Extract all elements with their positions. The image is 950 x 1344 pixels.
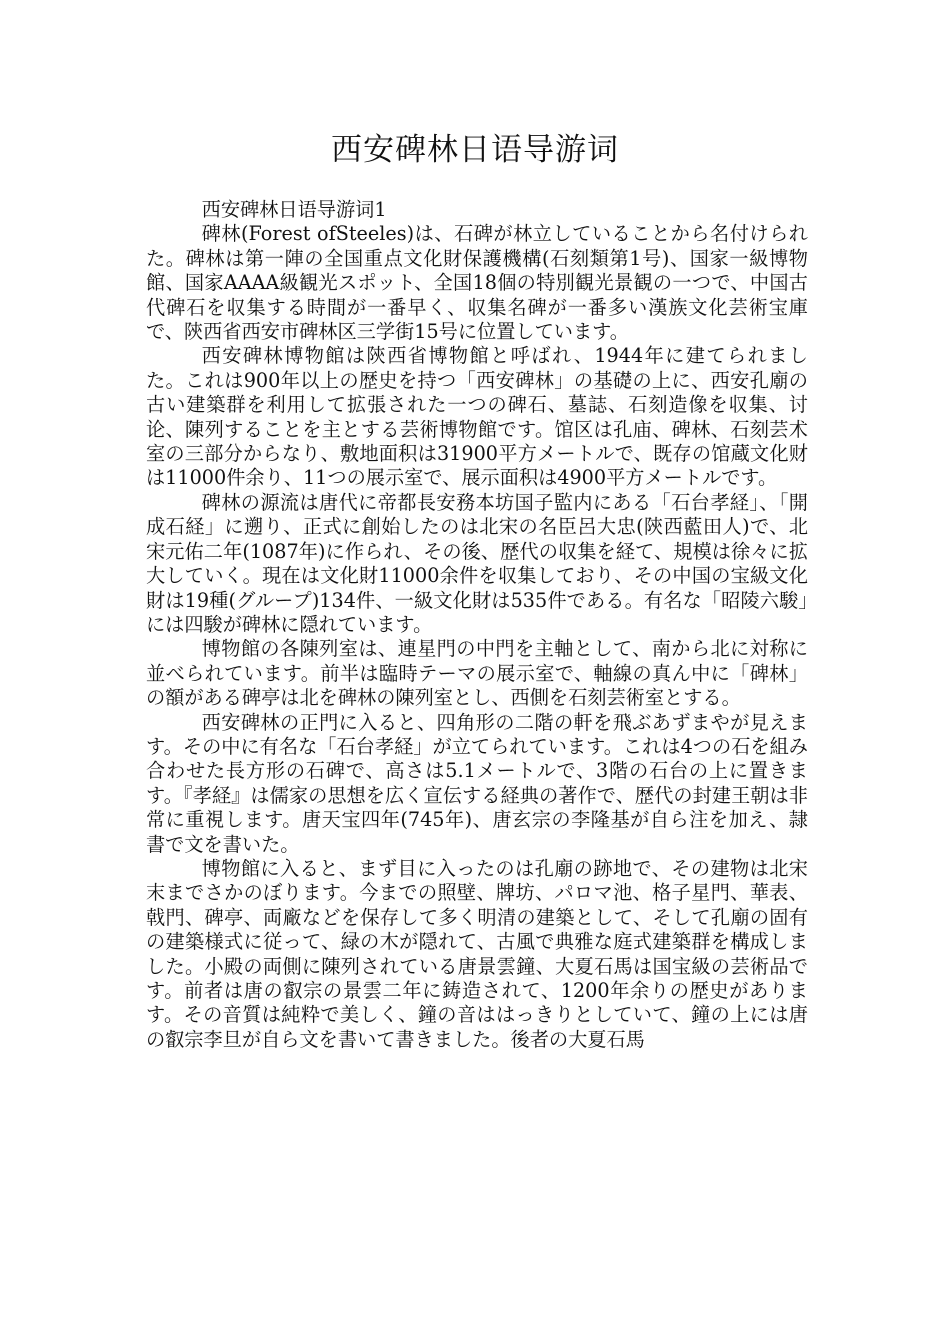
paragraph: 博物館の各陳列室は、連星門の中門を主軸として、南から北に対称に並べられています。前半は臨時テーマの展示室で、軸線の真ん中に「碑林」の額がある碑亭は北を碑林の陳列室とし、西側を石刻芸術室とする。	[146, 637, 808, 710]
paragraph: 西安碑林博物館は陝西省博物館と呼ばれ、1944年に建てられました。これは900年以上の歴史を持つ「西安碑林」の基礎の上に、西安孔廟の古い建築群を利用して拡張された一つの碑石、墓誌、石刻造像を収集、讨论、陳列することを主とする芸術博物館です。馆区は孔庙、碑林、石刻芸术室の三部分からなり、敷地面积は31900平方メートルで、既存の馆蔵文化财は11000件余り、11つの展示室で、展示面积は4900平方メートルです。	[146, 344, 808, 490]
paragraph: 碑林の源流は唐代に帝都長安務本坊国子監内にある「石台孝経」、「開成石経」に遡り、正式に創始したのは北宋の名臣呂大忠(陝西藍田人)で、北宋元佑二年(1087年)に作られ、その後、歴代の収集を経て、規模は徐々に拡大していく。現在は文化財11000余件を収集しており、その中国の宝級文化財は19種(グループ)134件、一級文化財は535件である。有名な「昭陵六駿」には四駿が碑林に隠れています。	[146, 490, 808, 636]
paragraph: 碑林(Forest ofSteeles)は、石碑が林立していることから名付けられた。碑林は第一陣の全国重点文化財保護機構(石刻類第1号)、国家一級博物館、国家AAAA級観光スポット、全国18個の特別観光景観の一つで、中国古代碑石を収集する時間が一番早く、収集名碑が一番多い漢族文化芸術宝庫で、陝西省西安市碑林区三学街15号に位置しています。	[146, 222, 808, 344]
paragraph: 博物館に入ると、まず目に入ったのは孔廟の跡地で、その建物は北宋末までさかのぼります。今までの照壁、牌坊、パロマ池、格子星門、華表、戟門、碑亭、両廠などを保存して多く明清の建築として、そして孔廟の固有の建築様式に従って、緑の木が隠れて、古風で典雅な庭式建築群を構成しました。小殿の両側に陳列されている唐景雲鐘、大夏石馬は国宝級の芸術品です。前者は唐の叡宗の景雲二年に鋳造されて、1200年余りの歴史があります。その音質は純粋で美しく、鐘の音ははっきりとしていて、鐘の上には唐の叡宗李旦が自ら文を書いて書きました。後者の大夏石馬	[146, 856, 808, 1051]
document-title: 西安碑林日语导游词	[331, 132, 619, 168]
document-body	[146, 198, 808, 1052]
paragraph-heading: 西安碑林日语导游词1	[201, 198, 387, 221]
paragraph: 西安碑林の正門に入ると、四角形の二階の軒を飛ぶあずまやが見えます。その中に有名な「石台孝経」が立てられています。これは4つの石を組み合わせた長方形の石碑で、高さは5.1メートルで、3階の石台の上に置きます。『孝経』は儒家の思想を広く宣伝する経典の著作で、歴代の封建王朝は非常に重視します。唐天宝四年(745年)、唐玄宗の李隆基が自ら注を加え、隷書で文を書いた。	[146, 710, 808, 856]
